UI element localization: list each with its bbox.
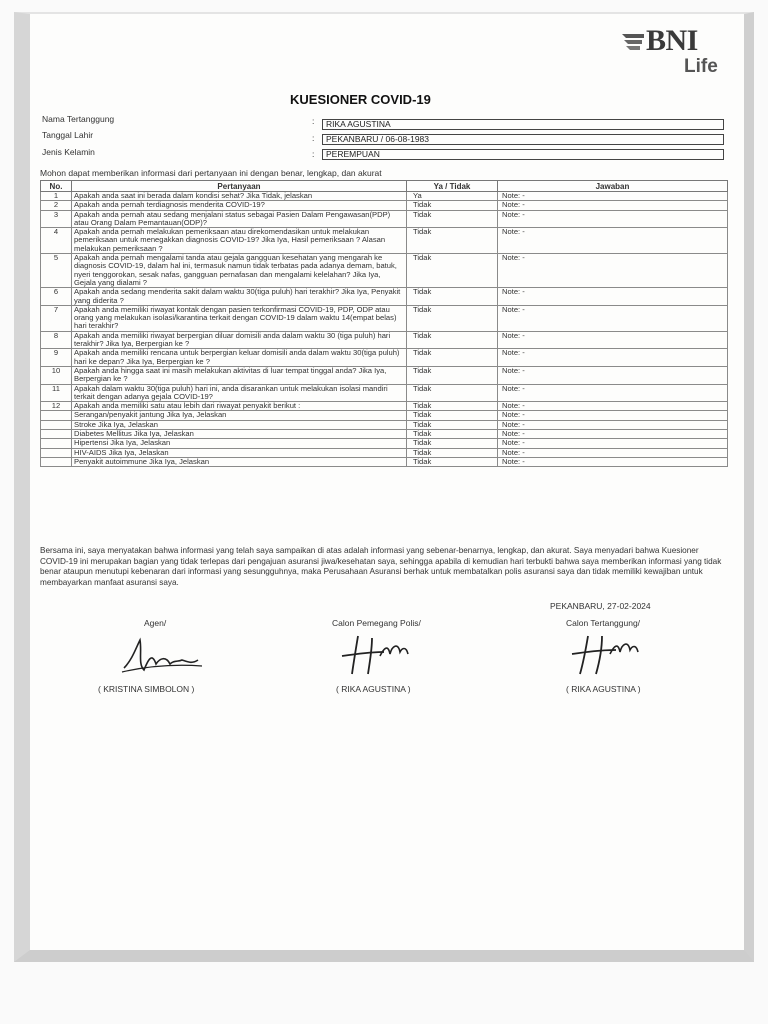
table-row — [41, 439, 728, 448]
row-answer: Note: - — [498, 192, 728, 201]
row-question: Apakah dalam waktu 30(tiga puluh) hari ini, anda disarankan untuk melakukan isolasi mandiri terkait dengan adanya gejala COVID-19? — [72, 384, 407, 402]
row-yes-no: Tidak — [407, 402, 498, 411]
row-question: Apakah anda sedang menderita sakit dalam waktu 30(tiga puluh) hari terakhir? Jika Iya, Penyakit yang diderita ? — [72, 288, 407, 306]
row-answer: Note: - — [498, 439, 728, 448]
row-answer: Note: - — [498, 430, 728, 439]
signature-name-agent: ( KRISTINA SIMBOLON ) — [98, 684, 195, 694]
row-number — [41, 439, 72, 448]
row-answer: Note: - — [498, 201, 728, 210]
table-row — [41, 305, 728, 331]
field-label-gender: Jenis Kelamin — [42, 147, 95, 157]
row-number: 12 — [41, 402, 72, 411]
field-colon-gender: : — [312, 149, 315, 159]
table-row — [41, 411, 728, 420]
row-question: Penyakit autoimmune Jika Iya, Jelaskan — [72, 457, 407, 466]
row-question: Hipertensi Jika Iya, Jelaskan — [72, 439, 407, 448]
table-row — [41, 228, 728, 254]
row-number: 11 — [41, 384, 72, 402]
row-question: Apakah anda memiliki riwayat berpergian diluar domisili anda dalam waktu 30 (tiga puluh) hari terakhir? Jika Iya, Berpergian ke ? — [72, 331, 407, 349]
row-yes-no: Tidak — [407, 288, 498, 306]
row-answer: Note: - — [498, 411, 728, 420]
row-question: Apakah anda pernah mengalami tanda atau gejala gangguan kesehatan yang mengarah ke diagnosis COVID-19, dalam hal ini, termasuk namun tidak terbatas pada adanya demam, batuk, nyeri tenggorokan, sesak nafas, gangguan pernafasan dan mengalami kelelahan? Jika Iya, Gejala yang dialami ? — [72, 254, 407, 288]
table-row — [41, 201, 728, 210]
table-row — [41, 349, 728, 367]
row-answer: Note: - — [498, 448, 728, 457]
row-answer: Note: - — [498, 254, 728, 288]
row-number: 7 — [41, 305, 72, 331]
bni-life-logo — [618, 24, 748, 86]
field-value-name: RIKA AGUSTINA — [322, 119, 724, 130]
bni-logo-mark-icon — [618, 28, 648, 58]
row-question: Apakah anda memiliki rencana untuk berpergian keluar domisili anda dalam waktu 30(tiga puluh) hari ke depan? Jika Iya, Berpergian ke ? — [72, 349, 407, 367]
row-question: Apakah anda memiliki satu atau lebih dari riwayat penyakit berikut : — [72, 402, 407, 411]
row-yes-no: Tidak — [407, 210, 498, 228]
table-row — [41, 210, 728, 228]
row-answer: Note: - — [498, 366, 728, 384]
page-title: KUESIONER COVID-19 — [290, 92, 431, 107]
row-number — [41, 448, 72, 457]
row-yes-no: Tidak — [407, 305, 498, 331]
row-number: 4 — [41, 228, 72, 254]
row-answer: Note: - — [498, 384, 728, 402]
questionnaire-table — [40, 180, 728, 467]
row-yes-no: Tidak — [407, 254, 498, 288]
table-body — [41, 192, 728, 467]
row-number: 6 — [41, 288, 72, 306]
signature-policyholder-icon — [336, 630, 426, 680]
table-row — [41, 331, 728, 349]
signature-agent-icon — [118, 630, 208, 680]
field-colon-birth: : — [312, 133, 315, 143]
header-no: No. — [41, 181, 72, 192]
declaration-text: Bersama ini, saya menyatakan bahwa informasi yang telah saya sampaikan di atas adalah informasi yang sebenar-benarnya, lengkap, dan akurat. Saya menyadari bahwa Kuesioner COVID-19 ini merupakan bagian yang tidak terlepas dari pengajuan asuransi jiwa/kesehatan saya, sehingga apabila di kemudian hari terbukti bahwa saya memberikan informasi yang tidak benar ataupun menutupi kebenaran dari informasi yang sesungguhnya, maka Perusahaan Asuransi berhak untuk membatalkan polis asuransi saya dan tidak memiliki kewajiban untuk membayarkan manfaat asuransi saya. — [40, 546, 722, 587]
row-question: Apakah anda pernah atau sedang menjalani status sebagai Pasien Dalam Pengawasan(PDP) atau Orang Dalam Pemantauan(ODP)? — [72, 210, 407, 228]
table-header-row — [41, 181, 728, 192]
row-answer: Note: - — [498, 305, 728, 331]
row-answer: Note: - — [498, 288, 728, 306]
row-yes-no: Tidak — [407, 448, 498, 457]
intro-text: Mohon dapat memberikan informasi dari pertanyaan ini dengan benar, lengkap, dan akurat — [40, 168, 382, 178]
signature-name-insured: ( RIKA AGUSTINA ) — [566, 684, 641, 694]
row-yes-no: Tidak — [407, 366, 498, 384]
row-number: 1 — [41, 192, 72, 201]
header-question: Pertanyaan — [72, 181, 407, 192]
row-yes-no: Tidak — [407, 331, 498, 349]
row-yes-no: Tidak — [407, 384, 498, 402]
row-yes-no: Tidak — [407, 430, 498, 439]
row-question: Diabetes Mellitus Jika Iya, Jelaskan — [72, 430, 407, 439]
table-row — [41, 448, 728, 457]
row-question: HIV-AIDS Jika Iya, Jelaskan — [72, 448, 407, 457]
signature-insured-icon — [566, 630, 656, 680]
row-number: 2 — [41, 201, 72, 210]
row-question: Apakah anda memiliki riwayat kontak dengan pasien terkonfirmasi COVID-19, PDP, ODP atau orang yang melakukan isolasi/karantina terkait dengan COVID-19 dalam waktu 14(empat belas) hari terakhir? — [72, 305, 407, 331]
logo-brand: BNI — [646, 24, 698, 57]
field-value-birth: PEKANBARU / 06-08-1983 — [322, 134, 724, 145]
field-label-name: Nama Tertanggung — [42, 114, 115, 124]
row-question: Apakah anda pernah melakukan pemeriksaan atau direkomendasikan untuk melakukan pemeriksaan untuk menegakkan diagnosis COVID-19? Jika Iya, Hasil pemeriksaan ? Alasan melakukan pemeriksaan ? — [72, 228, 407, 254]
row-number: 10 — [41, 366, 72, 384]
row-number: 5 — [41, 254, 72, 288]
row-answer: Note: - — [498, 402, 728, 411]
row-answer: Note: - — [498, 228, 728, 254]
row-yes-no: Tidak — [407, 420, 498, 429]
row-answer: Note: - — [498, 457, 728, 466]
header-answer: Jawaban — [498, 181, 728, 192]
table-row — [41, 457, 728, 466]
row-answer: Note: - — [498, 420, 728, 429]
row-yes-no: Tidak — [407, 457, 498, 466]
row-question: Serangan/penyakit jantung Jika Iya, Jelaskan — [72, 411, 407, 420]
row-number: 3 — [41, 210, 72, 228]
row-answer: Note: - — [498, 331, 728, 349]
header-yes-no: Ya / Tidak — [407, 181, 498, 192]
row-yes-no: Ya — [407, 192, 498, 201]
table-row — [41, 288, 728, 306]
signature-name-policyholder: ( RIKA AGUSTINA ) — [336, 684, 411, 694]
row-question: Apakah anda hingga saat ini masih melakukan aktivitas di luar tempat tinggal anda? Jika Iya, Berpergian ke ? — [72, 366, 407, 384]
row-yes-no: Tidak — [407, 411, 498, 420]
table-row — [41, 366, 728, 384]
place-date: PEKANBARU, 27-02-2024 — [550, 601, 651, 611]
row-yes-no: Tidak — [407, 228, 498, 254]
row-question: Stroke Jika Iya, Jelaskan — [72, 420, 407, 429]
row-answer: Note: - — [498, 210, 728, 228]
field-value-gender: PEREMPUAN — [322, 149, 724, 160]
row-yes-no: Tidak — [407, 439, 498, 448]
table-row — [41, 384, 728, 402]
row-question: Apakah anda pernah terdiagnosis menderita COVID-19? — [72, 201, 407, 210]
row-yes-no: Tidak — [407, 349, 498, 367]
field-colon-name: : — [312, 116, 315, 126]
row-number — [41, 420, 72, 429]
row-question: Apakah anda saat ini berada dalam kondisi sehat? Jika Tidak, jelaskan — [72, 192, 407, 201]
row-number: 9 — [41, 349, 72, 367]
signature-role-policyholder: Calon Pemegang Polis/ — [332, 618, 421, 628]
row-yes-no: Tidak — [407, 201, 498, 210]
logo-sub: Life — [684, 56, 718, 77]
row-number — [41, 411, 72, 420]
row-answer: Note: - — [498, 349, 728, 367]
signature-role-insured: Calon Tertanggung/ — [566, 618, 641, 628]
row-number — [41, 430, 72, 439]
row-number — [41, 457, 72, 466]
signature-role-agent: Agen/ — [144, 618, 167, 628]
table-row — [41, 254, 728, 288]
row-number: 8 — [41, 331, 72, 349]
field-label-birth: Tanggal Lahir — [42, 130, 94, 140]
